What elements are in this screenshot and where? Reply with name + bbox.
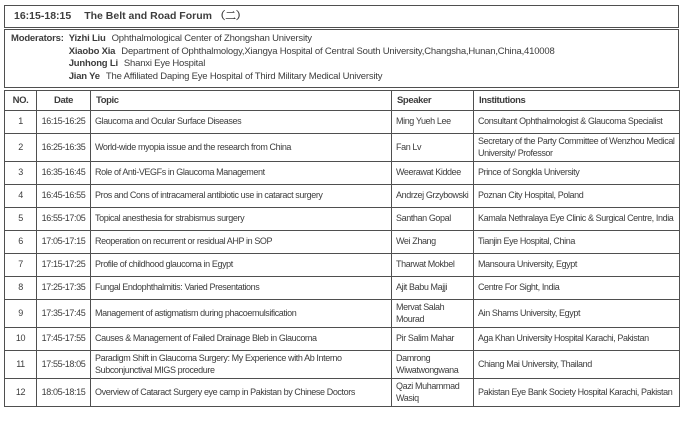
cell-institution: Consultant Ophthalmologist & Glaucoma Specialist [474, 111, 680, 134]
session-title: The Belt and Road Forum （二） [84, 10, 247, 22]
cell-topic: World-wide myopia issue and the research from China [91, 134, 392, 162]
cell-date: 17:15-17:25 [37, 254, 91, 277]
cell-speaker: Santhan Gopal [392, 208, 474, 231]
cell-speaker: Weerawat Kiddee [392, 162, 474, 185]
table-row [5, 277, 680, 300]
cell-institution: Kamala Nethralaya Eye Clinic & Surgical Centre, India [474, 208, 680, 231]
table-row [5, 185, 680, 208]
cell-date: 17:05-17:15 [37, 231, 91, 254]
cell-institution: Mansoura University, Egypt [474, 254, 680, 277]
cell-no: 1 [5, 111, 37, 134]
table-row [5, 379, 680, 407]
session-title-bar [4, 5, 679, 28]
schedule-table [4, 90, 680, 407]
schedule-table-body [5, 111, 680, 407]
cell-date: 16:25-16:35 [37, 134, 91, 162]
cell-speaker: Wei Zhang [392, 231, 474, 254]
column-header-date: Date [37, 91, 91, 111]
cell-speaker: Ajit Babu Majji [392, 277, 474, 300]
cell-institution: Ain Shams University, Egypt [474, 300, 680, 328]
cell-institution: Poznan City Hospital, Poland [474, 185, 680, 208]
moderator-affiliation: Shanxi Eye Hospital [123, 58, 206, 69]
moderator-line [69, 58, 555, 71]
cell-no: 11 [5, 351, 37, 379]
cell-speaker: Pir Salim Mahar [392, 328, 474, 351]
table-header-row [5, 91, 680, 111]
cell-institution: Pakistan Eye Bank Society Hospital Karachi, Pakistan [474, 379, 680, 407]
cell-speaker: Damrong Wiwatwongwana [392, 351, 474, 379]
cell-date: 17:25-17:35 [37, 277, 91, 300]
cell-date: 18:05-18:15 [37, 379, 91, 407]
cell-institution: Secretary of the Party Committee of Wenzhou Medical University/ Professor [474, 134, 680, 162]
cell-date: 16:35-16:45 [37, 162, 91, 185]
cell-topic: Paradigm Shift in Glaucoma Surgery: My Experience with Ab Interno Subconjunctival MIGS procedure [91, 351, 392, 379]
cell-speaker: Qazi Muhammad Wasiq [392, 379, 474, 407]
table-row [5, 254, 680, 277]
cell-no: 3 [5, 162, 37, 185]
cell-topic: Management of astigmatism during phacoemulsification [91, 300, 392, 328]
cell-topic: Topical anesthesia for strabismus surgery [91, 208, 392, 231]
column-header-no: NO. [5, 91, 37, 111]
moderator-affiliation: Department of Ophthalmology,Xiangya Hospital of Central South University,Changsha,Hunan,China,410008 [121, 45, 555, 57]
column-header-speaker: Speaker [392, 91, 474, 111]
moderator-name: Yizhi Liu [68, 33, 106, 44]
moderators-list [69, 33, 555, 83]
table-row [5, 162, 680, 185]
cell-topic: Causes & Management of Failed Drainage Bleb in Glaucoma [91, 328, 392, 351]
cell-no: 8 [5, 277, 37, 300]
column-header-topic: Topic [91, 91, 392, 111]
cell-no: 9 [5, 300, 37, 328]
table-row [5, 328, 680, 351]
cell-institution: Prince of Songkla University [474, 162, 680, 185]
cell-speaker: Tharwat Mokbel [392, 254, 474, 277]
moderator-line [69, 46, 555, 59]
moderator-affiliation: The Affiliated Daping Eye Hospital of Third Military Medical University [105, 70, 383, 82]
cell-no: 12 [5, 379, 37, 407]
moderator-line [69, 71, 555, 84]
table-row [5, 208, 680, 231]
moderators-label: Moderators: [11, 33, 64, 44]
cell-date: 16:15-16:25 [37, 111, 91, 134]
cell-topic: Reoperation on recurrent or residual AHP in SOP [91, 231, 392, 254]
cell-date: 16:45-16:55 [37, 185, 91, 208]
table-row [5, 351, 680, 379]
cell-no: 5 [5, 208, 37, 231]
cell-institution: Chiang Mai University, Thailand [474, 351, 680, 379]
cell-date: 16:55-17:05 [37, 208, 91, 231]
cell-institution: Centre For Sight, India [474, 277, 680, 300]
cell-speaker: Ming Yueh Lee [392, 111, 474, 134]
cell-date: 17:35-17:45 [37, 300, 91, 328]
cell-speaker: Mervat Salah Mourad [392, 300, 474, 328]
cell-no: 2 [5, 134, 37, 162]
cell-speaker: Andrzej Grzybowski [392, 185, 474, 208]
moderator-name: Xiaobo Xia [68, 45, 116, 57]
cell-no: 4 [5, 185, 37, 208]
cell-institution: Tianjin Eye Hospital, China [474, 231, 680, 254]
cell-topic: Role of Anti-VEGFs in Glaucoma Management [91, 162, 392, 185]
moderators-block [4, 29, 679, 88]
cell-no: 10 [5, 328, 37, 351]
cell-topic: Pros and Cons of intracameral antibiotic use in cataract surgery [91, 185, 392, 208]
session-time: 16:15-18:15 [14, 10, 72, 22]
cell-topic: Profile of childhood glaucoma in Egypt [91, 254, 392, 277]
cell-no: 7 [5, 254, 37, 277]
cell-date: 17:55-18:05 [37, 351, 91, 379]
moderator-name: Junhong Li [68, 58, 118, 69]
cell-speaker: Fan Lv [392, 134, 474, 162]
cell-topic: Glaucoma and Ocular Surface Diseases [91, 111, 392, 134]
cell-topic: Fungal Endophthalmitis: Varied Presentations [91, 277, 392, 300]
cell-date: 17:45-17:55 [37, 328, 91, 351]
moderator-affiliation: Ophthalmological Center of Zhongshan University [111, 33, 312, 44]
cell-no: 6 [5, 231, 37, 254]
table-row [5, 111, 680, 134]
cell-topic: Overview of Cataract Surgery eye camp in Pakistan by Chinese Doctors [91, 379, 392, 407]
cell-institution: Aga Khan University Hospital Karachi, Pakistan [474, 328, 680, 351]
table-row [5, 300, 680, 328]
moderator-name: Jian Ye [68, 70, 100, 82]
moderator-line [69, 33, 555, 46]
table-row [5, 134, 680, 162]
column-header-institutions: Institutions [474, 91, 680, 111]
table-row [5, 231, 680, 254]
